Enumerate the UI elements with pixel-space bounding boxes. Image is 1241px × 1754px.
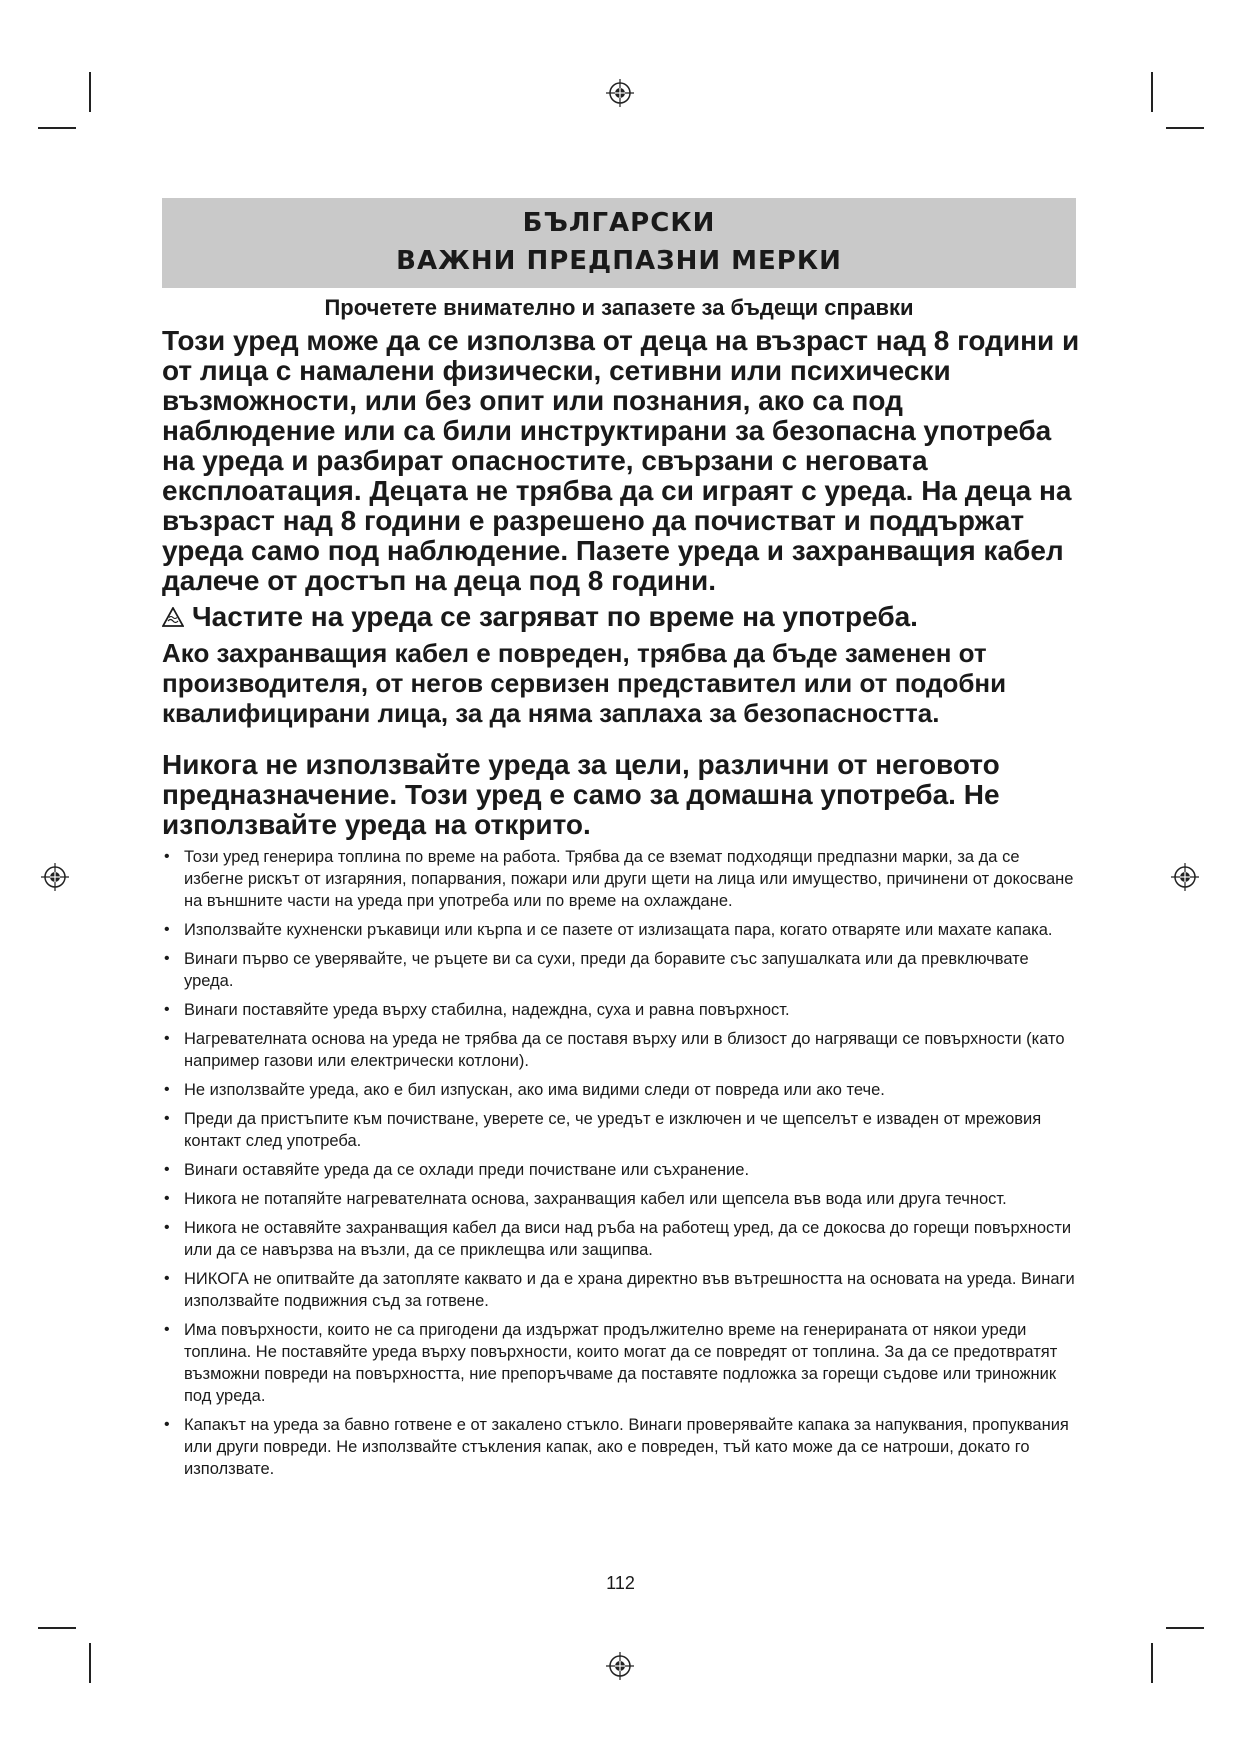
warning-triangle-icon [162, 607, 184, 627]
list-item: • Този уред генерира топлина по време на работа. Трябва да се вземат подходящи предпазни марки, за да се избегне рискът от изгаряния, попарвания, пожари или други щети на лица или имущество, причинени от докосване на външните части на уреда при употреба или по време на охлаждане. [164, 848, 1074, 910]
crop-mark-bottom-right-vertical [1151, 1643, 1153, 1683]
spacer [162, 728, 1082, 750]
list-item: • Има повърхности, които не са пригодени да издържат продължително време на генерираната от някои уреди топлина. Не поставяйте уреда върху повърхности, които могат да се повредят от топлина. За да се предотвратят възможни повреди на повърхността, ние препоръчваме да поставяте подложка за горещи съдове или триножник под уреда. [164, 1321, 1058, 1405]
crop-mark-bottom-left-vertical [89, 1643, 91, 1683]
bullet-icon: • [164, 1110, 170, 1127]
bullet-icon: • [164, 1030, 170, 1047]
bullet-icon: • [164, 950, 170, 967]
bullet-icon: • [164, 1321, 170, 1338]
crop-mark-bottom-right-horizontal [1166, 1627, 1204, 1629]
bullet-icon: • [164, 1416, 170, 1433]
list-item: • Винаги поставяйте уреда върху стабилна, надеждна, суха и равна повърхност. [164, 1001, 790, 1019]
page-number: 112 [606, 1573, 635, 1593]
bullet-icon: • [164, 848, 170, 865]
list-item: • Винаги оставяйте уреда да се охлади преди почистване или съхранение. [164, 1161, 750, 1179]
subtitle: Прочетете внимателно и запазете за бъдещи справки [324, 295, 914, 320]
cord-paragraph: Ако захранващия кабел е повреден, трябва да бъде заменен от производителя, от негов сервизен представител или от подобни квалифицирани лица, за да няма заплаха за безопасността. [162, 638, 1007, 728]
bullet-icon: • [164, 921, 170, 938]
crop-mark-top-right-vertical [1151, 72, 1153, 112]
page-title: ВАЖНИ ПРЕДПАЗНИ МЕРКИ [396, 246, 842, 276]
list-item: • Преди да пристъпите към почистване, уверете се, че уредът е изключен и че щепселът е изваден от мрежовия контакт след употреба. [164, 1110, 1042, 1150]
list-item: • Нагревателната основа на уреда не трябва да се поставя върху или в близост до нагряващи се повърхности (като например газови или електрически котлони). [164, 1030, 1065, 1070]
hot-parts-warning-text: Частите на уреда се загряват по време на употреба. [192, 601, 918, 632]
list-item: • Не използвайте уреда, ако е бил изпускан, ако има видими следи от повреда или ако тече. [164, 1081, 885, 1099]
list-item: • НИКОГА не опитвайте да затопляте каквато и да е храна директно във вътрешността на основата на уреда. Винаги използвайте подвижния съд за готвене. [164, 1270, 1075, 1310]
list-item: • Капакът на уреда за бавно готвене е от закалено стъкло. Винаги проверявайте капака за напуквания, пропуквания или други повреди. Не използвайте стъкления капак, ако е повреден, тъй като може да се натроши, докато го използвате. [164, 1416, 1069, 1478]
crop-mark-top-left-vertical [89, 72, 91, 112]
bullet-icon: • [164, 1161, 170, 1178]
registration-mark-icon [40, 862, 70, 892]
bullet-icon: • [164, 1270, 170, 1287]
crop-mark-top-right-horizontal [1166, 127, 1204, 129]
main-content [162, 326, 1082, 1487]
list-item: • Винаги първо се уверявайте, че ръцете ви са сухи, преди да боравите със запушалката или да превключвате уреда. [164, 950, 1029, 990]
bullet-icon: • [164, 1081, 170, 1098]
bullet-icon: • [164, 1219, 170, 1236]
registration-mark-icon [605, 78, 635, 108]
list-item: • Никога не потапяйте нагревателната основа, захранващия кабел или щепсела във вода или друга течност. [164, 1190, 1007, 1208]
language-heading: БЪЛГАРСКИ [522, 208, 716, 238]
bullet-icon: • [164, 1001, 170, 1018]
bullet-icon: • [164, 1190, 170, 1207]
safety-bullet-list [162, 846, 1082, 1480]
list-item: • Използвайте кухненски ръкавици или кърпа и се пазете от излизащата пара, когато отваряте или махате капака. [164, 921, 1053, 939]
registration-mark-icon [605, 1651, 635, 1681]
list-item: • Никога не оставяйте захранващия кабел да виси над ръба на работещ уред, да се докосва до горещи повърхности или да се навързва на възли, да се приклещва или защипва. [164, 1219, 1072, 1259]
hot-parts-warning [162, 602, 1082, 632]
usage-paragraph: Никога не използвайте уреда за цели, различни от неговото предназначение. Този уред е само за домашна употреба. Не използвайте уреда на открито. [162, 749, 1000, 840]
header-band [162, 198, 1076, 288]
registration-mark-icon [1170, 862, 1200, 892]
intro-paragraph: Този уред може да се използва от деца на възраст над 8 години и от лица с намалени физически, сетивни или психически възможности, или без опит или познания, ако са под наблюдение или са били инструктирани за безопасна употреба на уреда и разбират опасностите, свързани с неговата експлоатация. Децата не трябва да си играят с уреда. На деца на възраст над 8 години е разрешено да почистват и поддържат уреда само под наблюдение. Пазете уреда и захранващия кабел далече от достъп на деца под 8 години. [162, 325, 1080, 596]
crop-mark-top-left-horizontal [38, 127, 76, 129]
crop-mark-bottom-left-horizontal [38, 1627, 76, 1629]
